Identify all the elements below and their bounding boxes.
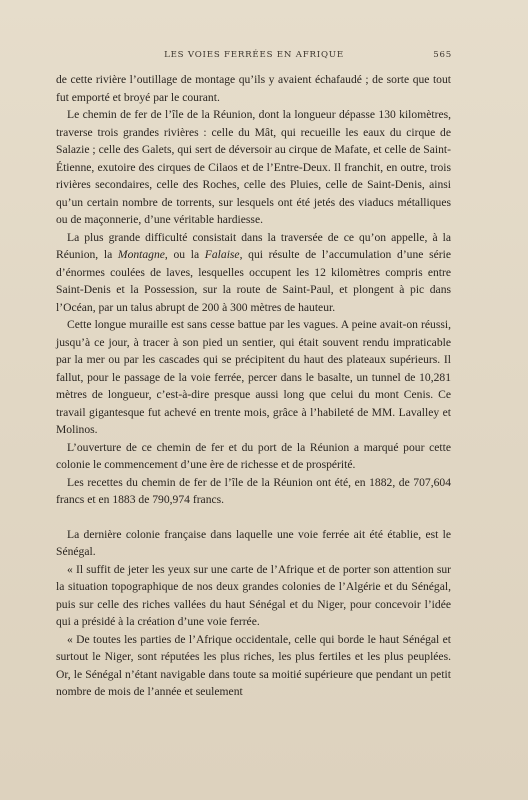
page-number: 565 [433,50,452,60]
paragraph-map-quote: « Il suffit de jeter les yeux sur une carte de l’Afrique et de porter son attention sur la situation topographique de nos deux grandes colonies de l’Algérie et du Sénégal, puis sur celle des riches vallées du haut Sénégal et du Niger, pour concevoir l’idée qui a présidé à la création d’une voie ferrée. [56,562,451,628]
page-header [56,50,452,64]
paragraph-tunnel: Cette longue muraille est sans cesse battue par les vagues. A peine avait-on réussi, jusqu’à ce jour, à tracer à son pied un sentier, qui était souvent rendu impraticable par la mer ou par les cascades qui se précipitent du haut des plateaux supérieurs. Il fallut, pour le passage de la voie ferrée, percer dans le basalte, un tunnel de 10,281 mètres de longueur, c’est-à-dire presque aussi long que celui du mont Cenis. Ce travail gigantesque fut achevé en trente mois, grâce à l’habileté de MM. Lavalley et Molinos. [56,318,451,436]
paragraph-west-africa-quote: « De toutes les parties de l’Afrique occidentale, celle qui borde le haut Sénégal et surtout le Niger, sont réputées les plus riches, les plus fertiles et les plus peuplées. Or, le Sénégal n’étant navigable dans toute sa moitié supérieure que pendant un petit nombre de mois de l’année et seulement [56,632,451,698]
paragraph-prosperity: L’ouverture de ce chemin de fer et du port de la Réunion a marqué pour cette colonie le commencement d’une ère de richesse et de prospérité. [56,440,451,471]
paragraph-montagne: La plus grande difficulté consistait dans la traversée de ce qu’on appelle, à la Réunion, la Montagne, ou la Falaise, qui résulte de l’accumulation d’une série d’énormes coulées de laves, lesquelles occupent les 12 kilomètres compris entre Saint-Denis et la Possession, sur la route de Saint-Paul, et plongent à pic dans l’Océan, par un talus abrupt de 200 à 300 mètres de hauteur. [56,230,451,314]
page-body [56,71,451,701]
paragraph-receipts: Les recettes du chemin de fer de l’île de la Réunion ont été, en 1882, de 707,604 francs et en 1883 de 790,974 francs. [56,475,451,506]
paragraph-senegal-intro: La dernière colonie française dans laquelle une voie ferrée ait été établie, est le Sénégal. [56,527,451,558]
paragraph-reunion-railway: Le chemin de fer de l’île de la Réunion, dont la longueur dépasse 130 kilomètres, traverse trois grandes rivières : celle du Mât, qui recueille les eaux du cirque de Salazie ; celle des Galets, qui sert de déversoir au cirque de Mafate, et celle de Saint-Étienne, exutoire des cirques de Cilaos et de l’Entre-Deux. Il franchit, en outre, trois rivières secondaires, celle des Roches, celle des Pluies, celle de Saint-Denis, ainsi qu’un certain nombre de torrents, sur lesquels ont été jetés des viaducs métalliques ou de maçonnerie, d’une véritable hardiesse. [56,108,451,226]
paragraph-continuation: de cette rivière l’outillage de montage qu’ils y avaient échafaudé ; de sorte que tout fut emporté et broyé par le courant. [56,73,451,104]
running-title: LES VOIES FERRÉES EN AFRIQUE [164,50,344,60]
